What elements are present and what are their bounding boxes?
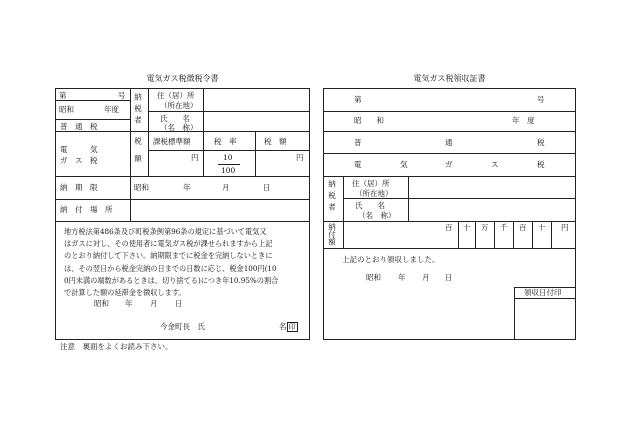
left-regular-tax: 普 通 税	[60, 122, 98, 131]
left-yen-2: 円	[296, 153, 304, 162]
right-digit-6: 円	[561, 223, 569, 232]
left-seal	[279, 322, 298, 332]
left-tax-name-1: 電 気	[60, 145, 98, 154]
right-name-sub: （名 称）	[358, 211, 396, 220]
left-tax-base-label: 課税標準額	[153, 137, 191, 146]
right-address-label: 住（居）所	[352, 179, 390, 188]
left-rate-numerator: 10	[223, 153, 233, 162]
right-showa-label: 昭 和	[354, 116, 384, 125]
right-name-label: 氏 名	[355, 201, 385, 210]
right-date-year: 年	[398, 273, 406, 282]
left-tax-amount-vertical: 税額	[133, 137, 143, 172]
left-seal-prefix: 名	[279, 322, 287, 331]
right-regular-tax-3: 税	[537, 138, 545, 147]
right-digit-1: 十	[463, 223, 471, 232]
left-address-sub: （所在地）	[160, 101, 198, 110]
left-deadline-showa: 昭和	[134, 183, 149, 192]
left-date-showa: 昭和	[94, 299, 109, 308]
right-digit-0: 百	[445, 223, 453, 232]
right-digit-2: 万	[481, 223, 489, 232]
left-tax-rate-label: 税 率	[214, 137, 237, 146]
left-yen-1: 円	[191, 153, 199, 162]
left-name-label: 氏 名	[160, 114, 190, 123]
left-deadline-day: 日	[263, 183, 271, 192]
right-date-day: 日	[445, 273, 453, 282]
right-received-text: 上記のとおり領収しました。	[342, 255, 440, 264]
right-tax-row-1: 気	[400, 160, 408, 169]
seal-mark-icon: 印	[288, 323, 296, 331]
right-form-title: 電気ガス税領収証書	[413, 74, 486, 83]
right-payer-label: 納税者	[327, 180, 337, 215]
left-deadline-month: 月	[222, 183, 230, 192]
right-date-showa: 昭和	[366, 273, 381, 282]
left-form-title: 電気ガス税徴税令書	[146, 74, 219, 83]
left-date-year: 年	[125, 299, 133, 308]
left-deadline-year: 年	[183, 183, 191, 192]
left-payment-place-label: 納 付 場 所	[60, 205, 113, 214]
right-digit-4: 百	[519, 223, 527, 232]
left-notice-text: 地方税法第486条及び町税条例第96条の規定に基づいて電気又 はガスに対し、その使用者に電気ガス税が課せられますから上記 のとおり納付して下さい。納期限までに税金を完納しないときに は、その翌日から税金完納の日までの日数に応じ、税金100円(10 0円未満の端数があるときは、切り捨てる)につき年10.95%の割合 で計算した額の延滞金を徴収します。	[64, 227, 279, 298]
left-date-day: 日	[175, 299, 183, 308]
left-tax-amount-label: 税 額	[264, 137, 287, 146]
right-digit-3: 千	[500, 223, 508, 232]
right-tax-row-0: 電	[354, 160, 362, 169]
right-tax-row-3: ス	[491, 160, 499, 169]
right-regular-tax-1: 普	[354, 138, 362, 147]
right-digit-5: 十	[538, 223, 546, 232]
right-address-sub: （所在地）	[355, 189, 393, 198]
right-tax-row-4: 税	[537, 160, 545, 169]
left-date-month: 月	[150, 299, 158, 308]
left-number-label: 第	[59, 91, 67, 100]
left-number-suffix: 号	[118, 91, 126, 100]
right-amount-label: 納付額	[327, 223, 337, 246]
left-name-sub: （名 称）	[160, 123, 198, 132]
left-deadline-label: 納 期 限	[60, 183, 98, 192]
left-showa-label: 昭和	[59, 105, 74, 114]
left-address-label: 住（居）所	[157, 91, 195, 100]
left-issuer: 今金町長 氏	[160, 322, 205, 331]
right-number-suffix: 号	[537, 95, 545, 104]
left-tax-name-2: ガ ス 税	[60, 156, 98, 165]
right-date-month: 月	[422, 273, 430, 282]
left-year-label: 年度	[104, 105, 119, 114]
right-receipt-stamp-label: 領収日付印	[524, 288, 562, 297]
right-regular-tax-2: 通	[445, 138, 453, 147]
left-rate-denominator: 100	[221, 166, 236, 175]
left-payer-label: 納税者	[133, 93, 143, 128]
left-footer-note: 注意 裏面をよくお読み下さい。	[60, 342, 173, 351]
right-year-label: 年 度	[512, 116, 535, 125]
right-number-label: 第	[354, 95, 362, 104]
right-tax-row-2: ガ	[445, 160, 453, 169]
